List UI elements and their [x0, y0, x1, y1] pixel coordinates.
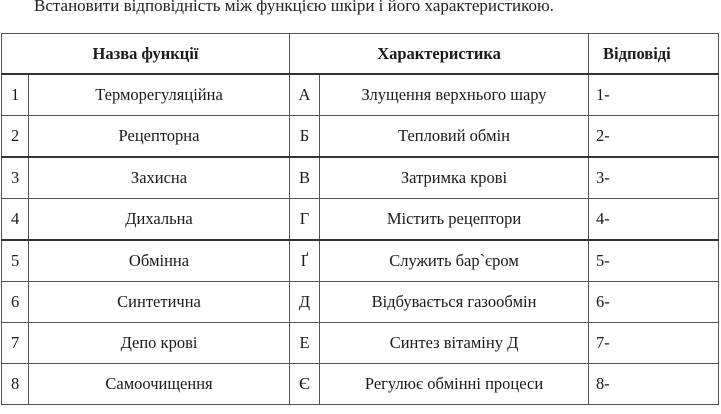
row-number: 7	[2, 323, 29, 364]
row-number: 5	[2, 240, 29, 282]
function-name: Дихальна	[29, 199, 290, 241]
characteristic-text: Містить рецептори	[320, 199, 589, 241]
function-name: Рецепторна	[29, 116, 290, 158]
table-row	[2, 199, 719, 241]
table-row	[2, 157, 719, 199]
row-number: 4	[2, 199, 29, 241]
characteristic-letter: Г	[290, 199, 320, 241]
header-characteristic: Характеристика	[290, 34, 589, 75]
answer-cell: 1-	[589, 74, 719, 116]
answer-cell: 2-	[589, 116, 719, 158]
characteristic-letter: Д	[290, 282, 320, 323]
row-number: 2	[2, 116, 29, 158]
row-number: 3	[2, 157, 29, 199]
characteristic-text: Затримка крові	[320, 157, 589, 199]
answer-cell: 8-	[589, 364, 719, 405]
characteristic-text: Регулює обмінні процеси	[320, 364, 589, 405]
characteristic-text: Відбувається газообмін	[320, 282, 589, 323]
characteristic-letter: Б	[290, 116, 320, 158]
function-name: Обмінна	[29, 240, 290, 282]
answer-cell: 4-	[589, 199, 719, 241]
table-row	[2, 240, 719, 282]
function-name: Самоочищення	[29, 364, 290, 405]
characteristic-letter: Ґ	[290, 240, 320, 282]
answer-cell: 3-	[589, 157, 719, 199]
characteristic-text: Злущення верхнього шару	[320, 74, 589, 116]
row-number: 1	[2, 74, 29, 116]
row-number: 6	[2, 282, 29, 323]
characteristic-text: Синтез вітаміну Д	[320, 323, 589, 364]
characteristic-letter: В	[290, 157, 320, 199]
characteristic-letter: Є	[290, 364, 320, 405]
row-number: 8	[2, 364, 29, 405]
answer-cell: 7-	[589, 323, 719, 364]
function-name: Депо крові	[29, 323, 290, 364]
characteristic-text: Тепловий обмін	[320, 116, 589, 158]
table-row	[2, 364, 719, 405]
table-row	[2, 282, 719, 323]
matching-table	[1, 33, 719, 405]
header-answers: Відповіді	[589, 34, 719, 75]
function-name: Захисна	[29, 157, 290, 199]
instruction-text: Встановити відповідність між функцією шкіри і його характеристикою.	[34, 0, 554, 15]
function-name: Синтетична	[29, 282, 290, 323]
answer-cell: 5-	[589, 240, 719, 282]
characteristic-letter: А	[290, 74, 320, 116]
function-name: Терморегуляційна	[29, 74, 290, 116]
characteristic-text: Служить бар`єром	[320, 240, 589, 282]
header-function: Назва функції	[2, 34, 290, 75]
table-row	[2, 116, 719, 158]
characteristic-letter: Е	[290, 323, 320, 364]
table-row	[2, 74, 719, 116]
answer-cell: 6-	[589, 282, 719, 323]
table-row	[2, 323, 719, 364]
table-header-row	[2, 34, 719, 75]
